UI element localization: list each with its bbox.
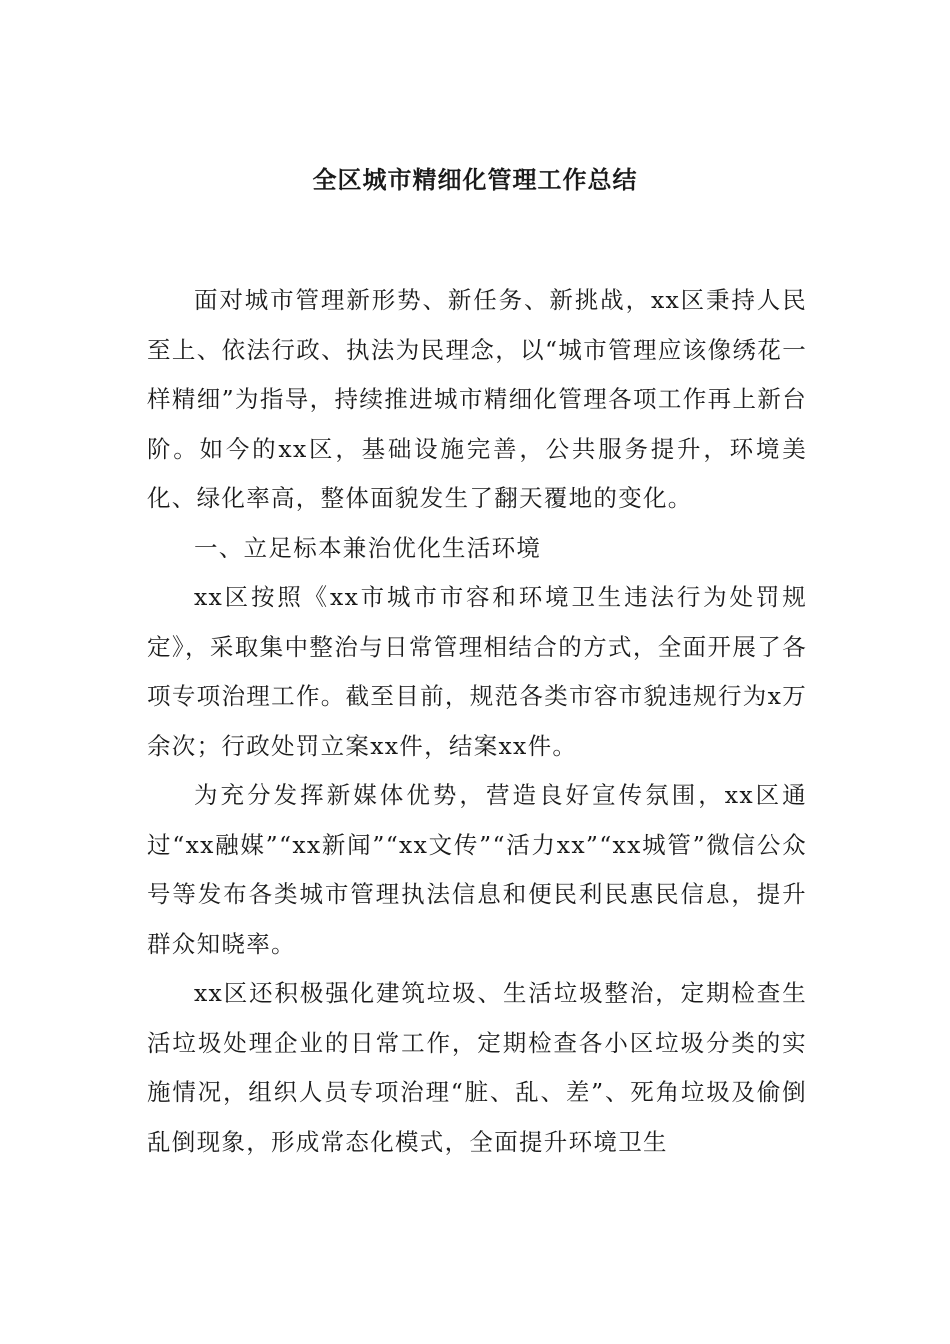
paragraph-regulation: xx区按照《xx市城市市容和环境卫生违法行为处罚规定》，采取集中整治与日常管理相结合的方式，全面开展了各项专项治理工作。截至目前，规范各类市容市貌违规行为x万余次；行政处罚立案xx件，结案xx件。 (147, 583, 807, 760)
document-title: 全区城市精细化管理工作总结 (312, 166, 638, 194)
paragraph-new-media: 为充分发挥新媒体优势，营造良好宣传氛围，xx区通过“xx融媒”“xx新闻”“xx文传”“活力xx”“xx城管”微信公众号等发布各类城市管理执法信息和便民利民惠民信息，提升群众知晓率。 (147, 781, 807, 958)
document-body (147, 276, 807, 1167)
paragraph-waste-management: xx区还积极强化建筑垃圾、生活垃圾整治，定期检查生活垃圾处理企业的日常工作，定期检查各小区垃圾分类的实施情况，组织人员专项治理“脏、乱、差”、死角垃圾及偷倒乱倒现象，形成常态化模式，全面提升环境卫生 (147, 979, 807, 1156)
paragraph-intro: 面对城市管理新形势、新任务、新挑战，xx区秉持人民至上、依法行政、执法为民理念，以“城市管理应该像绣花一样精细”为指导，持续推进城市精细化管理各项工作再上新台阶。如今的xx区，基础设施完善，公共服务提升，环境美化、绿化率高，整体面貌发生了翻天覆地的变化。 (147, 286, 807, 512)
section-heading-1: 一、立足标本兼治优化生活环境 (194, 533, 542, 562)
